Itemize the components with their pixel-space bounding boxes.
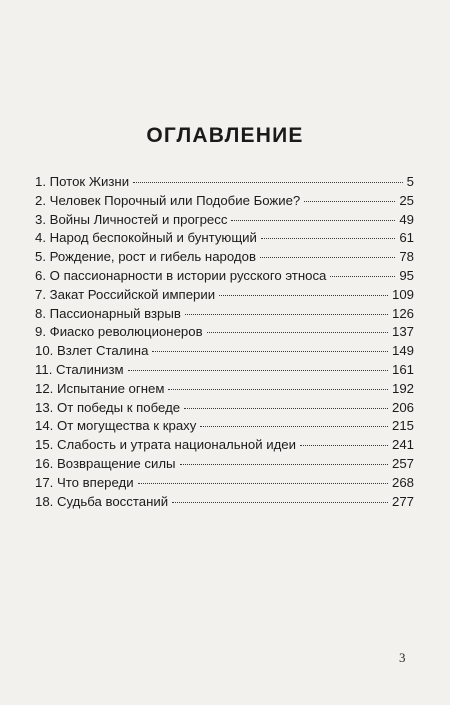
dot-leader — [133, 182, 403, 183]
toc-entry — [35, 229, 414, 248]
toc-entry-title: 5. Рождение, рост и гибель народов — [35, 249, 256, 265]
dot-leader — [172, 502, 388, 503]
page-number: 3 — [399, 650, 406, 665]
toc-entry-page: 5 — [406, 174, 414, 189]
dot-leader — [184, 408, 388, 409]
toc-entry-page: 149 — [391, 343, 414, 359]
toc-entry — [35, 211, 414, 230]
toc-entry-page: 126 — [391, 305, 414, 321]
toc-entry-title: 9. Фиаско революционеров — [35, 324, 203, 340]
toc-entry — [35, 380, 414, 399]
toc-entry-title: 2. Человек Порочный или Подобие Божие? — [35, 192, 301, 208]
dot-leader — [168, 389, 388, 390]
toc-entry-page: 109 — [391, 286, 414, 302]
toc-entry — [35, 323, 414, 342]
toc-entry-title: 6. О пассионарности в истории русского этноса — [35, 267, 327, 283]
toc-entry — [35, 342, 414, 361]
dot-leader — [207, 332, 388, 333]
toc-entry — [35, 493, 414, 512]
toc-entry — [35, 192, 414, 211]
dot-leader — [128, 370, 388, 371]
toc-entry — [35, 361, 414, 380]
toc-entry-title: 1. Поток Жизни — [35, 174, 130, 189]
toc-entry — [35, 173, 414, 192]
toc-entry-title: 14. От могущества к краху — [35, 418, 197, 434]
dot-leader — [200, 426, 388, 427]
toc-entry-title: 4. Народ беспокойный и бунтующий — [35, 230, 257, 246]
toc-entry-title: 17. Что впереди — [35, 474, 134, 490]
toc-entry — [35, 267, 414, 286]
toc-entry-page: 95 — [399, 267, 414, 283]
toc-entry — [35, 305, 414, 324]
toc-entry-page: 268 — [391, 474, 414, 490]
dot-leader — [138, 483, 388, 484]
dot-leader — [185, 314, 388, 315]
toc-entry-page: 49 — [399, 211, 414, 227]
dot-leader — [300, 445, 388, 446]
toc-entry-page: 277 — [391, 493, 414, 509]
toc-entry-page: 206 — [391, 399, 414, 415]
toc-entry-page: 192 — [391, 380, 414, 396]
toc-entry — [35, 436, 414, 455]
table-of-contents — [35, 173, 414, 511]
dot-leader — [180, 464, 388, 465]
toc-entry-title: 12. Испытание огнем — [35, 380, 165, 396]
toc-entry — [35, 248, 414, 267]
toc-entry-title: 13. От победы к победе — [35, 399, 181, 415]
toc-entry-page: 78 — [399, 249, 414, 265]
dot-leader — [330, 276, 395, 277]
toc-entry-page: 257 — [391, 455, 414, 471]
dot-leader — [152, 351, 388, 352]
dot-leader — [304, 201, 395, 202]
page-title: ОГЛАВЛЕНИЕ — [146, 124, 304, 147]
toc-entry — [35, 286, 414, 305]
dot-leader — [261, 238, 395, 239]
toc-entry-title: 8. Пассионарный взрыв — [35, 305, 181, 321]
dot-leader — [260, 257, 395, 258]
toc-entry — [35, 455, 414, 474]
toc-entry-title: 18. Судьба восстаний — [35, 493, 169, 509]
toc-entry — [35, 474, 414, 493]
toc-entry-page: 61 — [399, 230, 414, 246]
toc-entry-title: 7. Закат Российской империи — [35, 286, 216, 302]
toc-entry — [35, 417, 414, 436]
toc-entry-page: 161 — [391, 361, 414, 377]
toc-entry-title: 15. Слабость и утрата национальной идеи — [35, 437, 297, 453]
toc-entry-page: 241 — [391, 437, 414, 453]
toc-entry-title: 10. Взлет Сталина — [35, 343, 149, 359]
toc-entry-page: 137 — [391, 324, 414, 340]
dot-leader — [231, 220, 395, 221]
toc-entry — [35, 399, 414, 418]
toc-entry-title: 16. Возвращение силы — [35, 455, 176, 471]
dot-leader — [219, 295, 388, 296]
toc-entry-page: 215 — [391, 418, 414, 434]
toc-entry-page: 25 — [399, 192, 414, 208]
toc-entry-title: 11. Сталинизм — [35, 361, 124, 377]
toc-entry-title: 3. Войны Личностей и прогресс — [35, 211, 228, 227]
